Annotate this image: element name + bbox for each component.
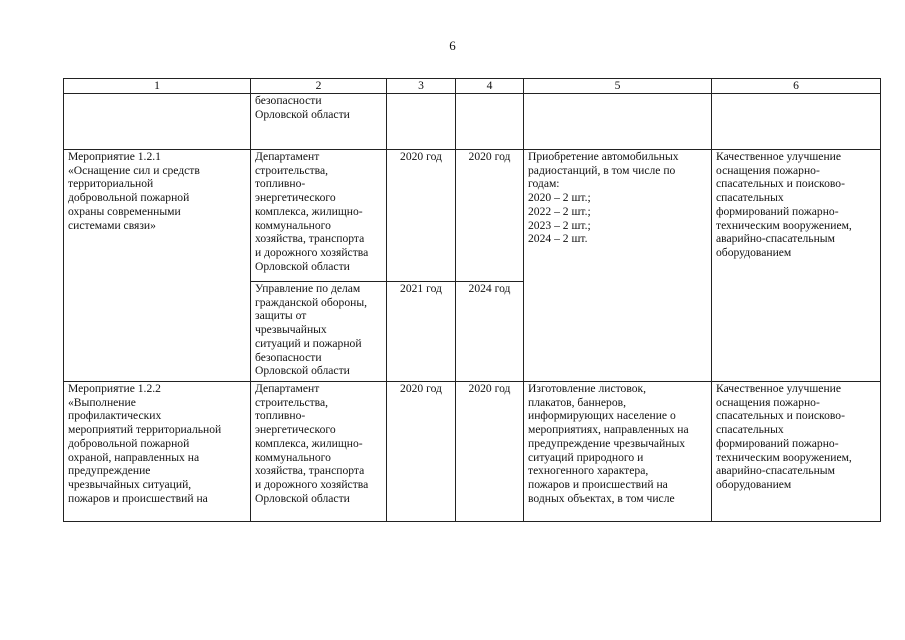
- table-cell-result: Качественное улучшение оснащения пожарно- спасательных и поисково- спасательных формирований пожарно- техническим вооружением, аварийно-спасательным оборудованием: [712, 382, 881, 522]
- table-row: [64, 382, 881, 522]
- table-cell: [712, 94, 881, 150]
- table-cell-end-year: 2024 год: [456, 282, 524, 382]
- table-row-continued: [64, 94, 881, 150]
- table-cell-start-year: 2021 год: [387, 282, 456, 382]
- table-cell-start-year: 2020 год: [387, 382, 456, 522]
- column-header: 3: [387, 79, 456, 94]
- table-cell: [524, 94, 712, 150]
- table-cell-measure: Мероприятие 1.2.1 «Оснащение сил и средств территориальной добровольной пожарной охраны современными системами связи»: [64, 150, 251, 382]
- column-header: 6: [712, 79, 881, 94]
- table-cell-end-year: 2020 год: [456, 382, 524, 522]
- table-cell-result: Качественное улучшение оснащения пожарно- спасательных и поисково- спасательных формирований пожарно- техническим вооружением, аварийно-спасательным оборудованием: [712, 150, 881, 382]
- page-number: 6: [449, 38, 456, 53]
- table-cell: [64, 94, 251, 150]
- table-cell: [456, 94, 524, 150]
- table-cell-executor: Департамент строительства, топливно- энергетического комплекса, жилищно- коммунального хозяйства, транспорта и дорожного хозяйства Орловской области: [251, 150, 387, 282]
- table-cell-measure: Мероприятие 1.2.2 «Выполнение профилактических мероприятий территориальной добровольной пожарной охраной, направленных на предупреждение чрезвычайных ситуаций, пожаров и происшествий на: [64, 382, 251, 522]
- table-cell-end-year: 2020 год: [456, 150, 524, 282]
- table-cell-executor: Управление по делам гражданской обороны, защиты от чрезвычайных ситуаций и пожарной безопасности Орловской области: [251, 282, 387, 382]
- column-header: 1: [64, 79, 251, 94]
- table-header-row: [64, 79, 881, 94]
- table-cell-start-year: 2020 год: [387, 150, 456, 282]
- table-cell-description: Приобретение автомобильных радиостанций, в том числе по годам: 2020 – 2 шт.; 2022 – 2 шт.; 2023 – 2 шт.; 2024 – 2 шт.: [524, 150, 712, 382]
- table-cell-executor: Департамент строительства, топливно- энергетического комплекса, жилищно- коммунального хозяйства, транспорта и дорожного хозяйства Орловской области: [251, 382, 387, 522]
- table-cell-description: Изготовление листовок, плакатов, баннеров, информирующих население о мероприятиях, направленных на предупреждение чрезвычайных ситуаций природного и техногенного характера, пожаров и происшествий на водных объектах, в том числе: [524, 382, 712, 522]
- table-cell-executor: безопасности Орловской области: [251, 94, 387, 150]
- column-header: 5: [524, 79, 712, 94]
- column-header: 2: [251, 79, 387, 94]
- table-cell: [387, 94, 456, 150]
- measures-table: [63, 78, 881, 522]
- table-row: [64, 150, 881, 282]
- column-header: 4: [456, 79, 524, 94]
